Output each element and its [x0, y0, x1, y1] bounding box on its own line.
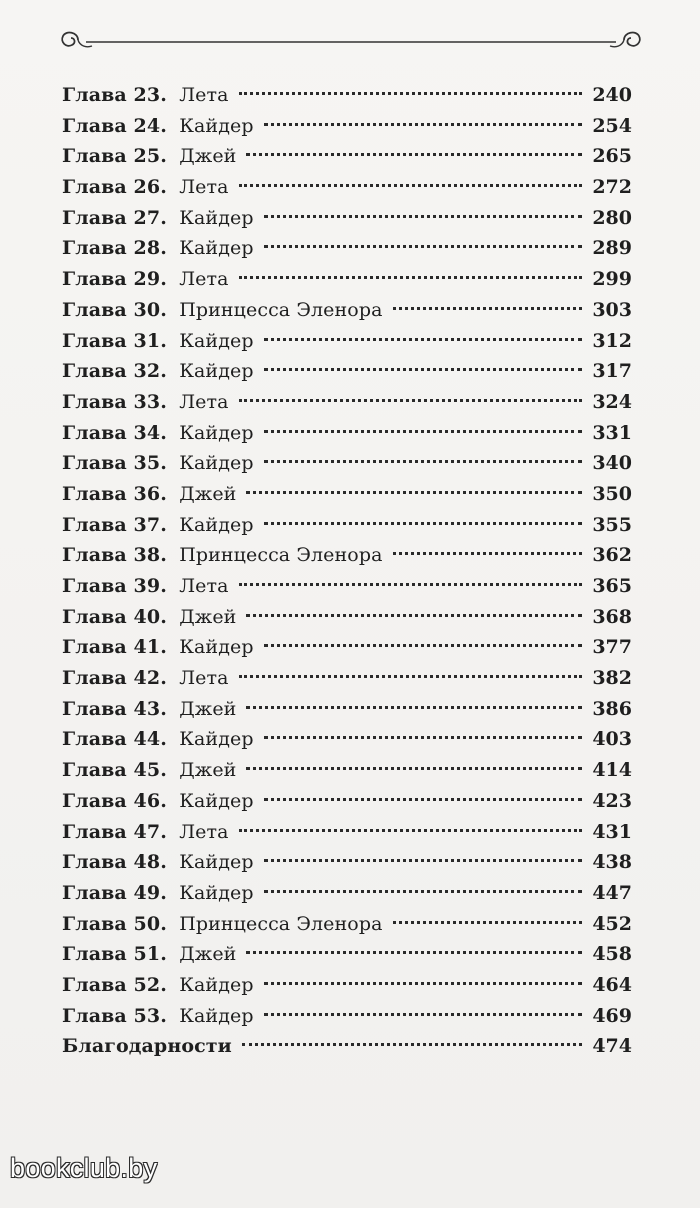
toc-entry-title — [62, 694, 236, 725]
dot-leader — [246, 153, 582, 156]
toc-entry-title — [62, 448, 254, 479]
page-number: 254 — [592, 114, 632, 137]
chapter-number: Глава 42. — [62, 667, 167, 690]
dot-leader — [264, 245, 582, 248]
toc-entry — [62, 80, 632, 111]
page-number: 280 — [592, 206, 632, 229]
chapter-name: Джей — [179, 697, 237, 720]
dot-leader — [264, 368, 582, 371]
toc-entry-title — [62, 755, 236, 786]
toc-entry-title — [62, 632, 254, 663]
toc-entry-title — [62, 479, 236, 510]
chapter-number: Благодарности — [62, 1035, 232, 1058]
toc-entry-title — [62, 418, 254, 449]
page-number: 458 — [592, 943, 632, 966]
page-number: 350 — [592, 482, 632, 505]
toc-entry — [62, 1031, 632, 1062]
page-number: 265 — [592, 145, 632, 168]
chapter-name: Кайдер — [179, 636, 254, 659]
chapter-name: Лета — [179, 84, 229, 106]
chapter-number: Глава 41. — [62, 636, 167, 659]
dot-leader — [246, 706, 582, 709]
chapter-name: Кайдер — [179, 421, 254, 444]
dot-leader — [264, 1013, 582, 1016]
chapter-number: Глава 24. — [62, 114, 167, 137]
toc-entry-title — [62, 1031, 232, 1062]
scroll-ornament-icon — [56, 26, 646, 54]
chapter-name: Кайдер — [179, 513, 254, 536]
dot-leader — [264, 736, 582, 739]
table-of-contents — [62, 80, 632, 1062]
toc-entry — [62, 203, 632, 234]
toc-entry-title — [62, 786, 254, 817]
toc-entry — [62, 939, 632, 970]
dot-leader — [264, 522, 582, 525]
toc-entry-title — [62, 387, 229, 418]
dot-leader — [264, 123, 582, 126]
toc-entry-title — [62, 264, 229, 295]
page-number: 312 — [592, 329, 632, 352]
toc-entry — [62, 847, 632, 878]
toc-entry-title — [62, 663, 229, 694]
chapter-number: Глава 27. — [62, 206, 167, 229]
chapter-name: Кайдер — [179, 1004, 254, 1027]
chapter-name: Кайдер — [179, 360, 254, 383]
toc-entry-title — [62, 326, 254, 357]
page-number: 303 — [592, 298, 632, 321]
toc-entry — [62, 233, 632, 264]
chapter-name: Кайдер — [179, 114, 254, 137]
chapter-number: Глава 36. — [62, 482, 167, 505]
chapter-number: Глава 26. — [62, 176, 167, 199]
dot-leader — [239, 184, 582, 187]
chapter-number: Глава 46. — [62, 789, 167, 812]
dot-leader — [239, 829, 582, 832]
toc-entry — [62, 909, 632, 940]
toc-entry-title — [62, 602, 236, 633]
dot-leader — [393, 307, 582, 310]
chapter-name: Кайдер — [179, 452, 254, 475]
chapter-name: Джей — [179, 482, 237, 505]
page-number: 324 — [592, 390, 632, 413]
page-number: 474 — [592, 1035, 632, 1058]
toc-entry — [62, 387, 632, 418]
toc-entry-title — [62, 909, 383, 940]
chapter-number: Глава 23. — [62, 84, 167, 106]
chapter-number: Глава 45. — [62, 759, 167, 782]
chapter-name: Лета — [179, 667, 229, 690]
chapter-name: Лета — [179, 268, 229, 291]
page-number: 447 — [592, 881, 632, 904]
toc-entry-title — [62, 939, 236, 970]
toc-entry-title — [62, 571, 229, 602]
toc-entry-title — [62, 356, 254, 387]
toc-entry-title — [62, 847, 254, 878]
chapter-number: Глава 29. — [62, 268, 167, 291]
page-number: 403 — [592, 728, 632, 751]
toc-entry-title — [62, 141, 236, 172]
toc-entry — [62, 295, 632, 326]
dot-leader — [264, 430, 582, 433]
page-number: 272 — [592, 176, 632, 199]
dot-leader — [246, 614, 582, 617]
toc-entry-title — [62, 233, 254, 264]
chapter-name: Кайдер — [179, 789, 254, 812]
chapter-number: Глава 28. — [62, 237, 167, 260]
page-number: 368 — [592, 605, 632, 628]
chapter-number: Глава 44. — [62, 728, 167, 751]
toc-entry — [62, 663, 632, 694]
page-number: 469 — [592, 1004, 632, 1027]
toc-entry — [62, 264, 632, 295]
page-number: 365 — [592, 575, 632, 597]
chapter-number: Глава 30. — [62, 298, 167, 321]
page-number: 438 — [592, 851, 632, 874]
chapter-number: Глава 40. — [62, 605, 167, 628]
chapter-name: Лета — [179, 820, 229, 843]
chapter-name: Принцесса Эленора — [179, 912, 383, 935]
chapter-name: Принцесса Эленора — [179, 544, 383, 567]
chapter-name: Кайдер — [179, 881, 254, 904]
dot-leader — [264, 338, 582, 341]
dot-leader — [246, 491, 582, 494]
toc-entry-title — [62, 878, 254, 909]
toc-entry-title — [62, 510, 254, 541]
page-number: 423 — [592, 789, 632, 812]
dot-leader — [393, 921, 582, 924]
page-number: 331 — [592, 421, 632, 444]
chapter-number: Глава 52. — [62, 973, 167, 996]
chapter-number: Глава 51. — [62, 943, 167, 966]
chapter-number: Глава 39. — [62, 575, 167, 597]
dot-leader — [242, 1043, 582, 1046]
page-number: 362 — [592, 544, 632, 567]
chapter-name: Кайдер — [179, 206, 254, 229]
chapter-name: Джей — [179, 145, 237, 168]
chapter-number: Глава 48. — [62, 851, 167, 874]
toc-entry — [62, 111, 632, 142]
page-number: 340 — [592, 452, 632, 475]
toc-entry — [62, 540, 632, 571]
page-number: 414 — [592, 759, 632, 782]
toc-entry — [62, 755, 632, 786]
toc-entry-title — [62, 540, 383, 571]
toc-entry-title — [62, 80, 229, 111]
dot-leader — [239, 583, 582, 586]
dot-leader — [264, 460, 582, 463]
chapter-name: Джей — [179, 759, 237, 782]
chapter-number: Глава 25. — [62, 145, 167, 168]
toc-entry-title — [62, 172, 229, 203]
page-number: 464 — [592, 973, 632, 996]
dot-leader — [264, 215, 582, 218]
page-number: 299 — [592, 268, 632, 291]
toc-entry-title — [62, 203, 254, 234]
toc-entry — [62, 878, 632, 909]
toc-entry — [62, 724, 632, 755]
toc-entry — [62, 418, 632, 449]
toc-entry-title — [62, 817, 229, 848]
chapter-number: Глава 49. — [62, 881, 167, 904]
page-number: 355 — [592, 513, 632, 536]
dot-leader — [264, 644, 582, 647]
toc-entry — [62, 694, 632, 725]
toc-entry — [62, 326, 632, 357]
chapter-number: Глава 33. — [62, 390, 167, 413]
dot-leader — [264, 798, 582, 801]
chapter-name: Лета — [179, 390, 229, 413]
chapter-name: Кайдер — [179, 973, 254, 996]
page-number: 431 — [592, 820, 632, 843]
chapter-name: Лета — [179, 575, 229, 597]
chapter-number: Глава 47. — [62, 820, 167, 843]
chapter-number: Глава 37. — [62, 513, 167, 536]
dot-leader — [264, 982, 582, 985]
toc-entry-title — [62, 295, 383, 326]
chapter-name: Лета — [179, 176, 229, 199]
dot-leader — [264, 859, 582, 862]
toc-entry-title — [62, 970, 254, 1001]
toc-entry — [62, 141, 632, 172]
dot-leader — [239, 276, 582, 279]
page-number: 386 — [592, 697, 632, 720]
dot-leader — [246, 951, 582, 954]
page-number: 452 — [592, 912, 632, 935]
chapter-name: Кайдер — [179, 329, 254, 352]
toc-entry — [62, 172, 632, 203]
chapter-name: Кайдер — [179, 728, 254, 751]
chapter-number: Глава 31. — [62, 329, 167, 352]
dot-leader — [239, 399, 582, 402]
dot-leader — [239, 675, 582, 678]
toc-entry — [62, 571, 632, 602]
toc-entry — [62, 817, 632, 848]
chapter-name: Кайдер — [179, 237, 254, 260]
page-number: 317 — [592, 360, 632, 383]
chapter-name: Принцесса Эленора — [179, 298, 383, 321]
chapter-number: Глава 34. — [62, 421, 167, 444]
toc-entry-title — [62, 111, 254, 142]
toc-entry-title — [62, 724, 254, 755]
chapter-number: Глава 53. — [62, 1004, 167, 1027]
toc-entry — [62, 970, 632, 1001]
dot-leader — [246, 767, 582, 770]
chapter-number: Глава 38. — [62, 544, 167, 567]
chapter-name: Кайдер — [179, 851, 254, 874]
page-number: 382 — [592, 667, 632, 690]
toc-entry — [62, 448, 632, 479]
toc-entry — [62, 510, 632, 541]
toc-entry — [62, 786, 632, 817]
toc-entry — [62, 479, 632, 510]
dot-leader — [264, 890, 582, 893]
page-number: 240 — [592, 84, 632, 106]
chapter-number: Глава 35. — [62, 452, 167, 475]
toc-entry — [62, 1001, 632, 1032]
toc-entry — [62, 602, 632, 633]
chapter-name: Джей — [179, 943, 237, 966]
page-number: 377 — [592, 636, 632, 659]
toc-entry-title — [62, 1001, 254, 1032]
toc-entry — [62, 632, 632, 663]
page-number: 289 — [592, 237, 632, 260]
chapter-number: Глава 43. — [62, 697, 167, 720]
dot-leader — [393, 552, 582, 555]
dot-leader — [239, 92, 582, 95]
chapter-name: Джей — [179, 605, 237, 628]
toc-entry — [62, 356, 632, 387]
site-watermark: bookclub.by — [10, 1153, 158, 1183]
chapter-number: Глава 50. — [62, 912, 167, 935]
chapter-number: Глава 32. — [62, 360, 167, 383]
